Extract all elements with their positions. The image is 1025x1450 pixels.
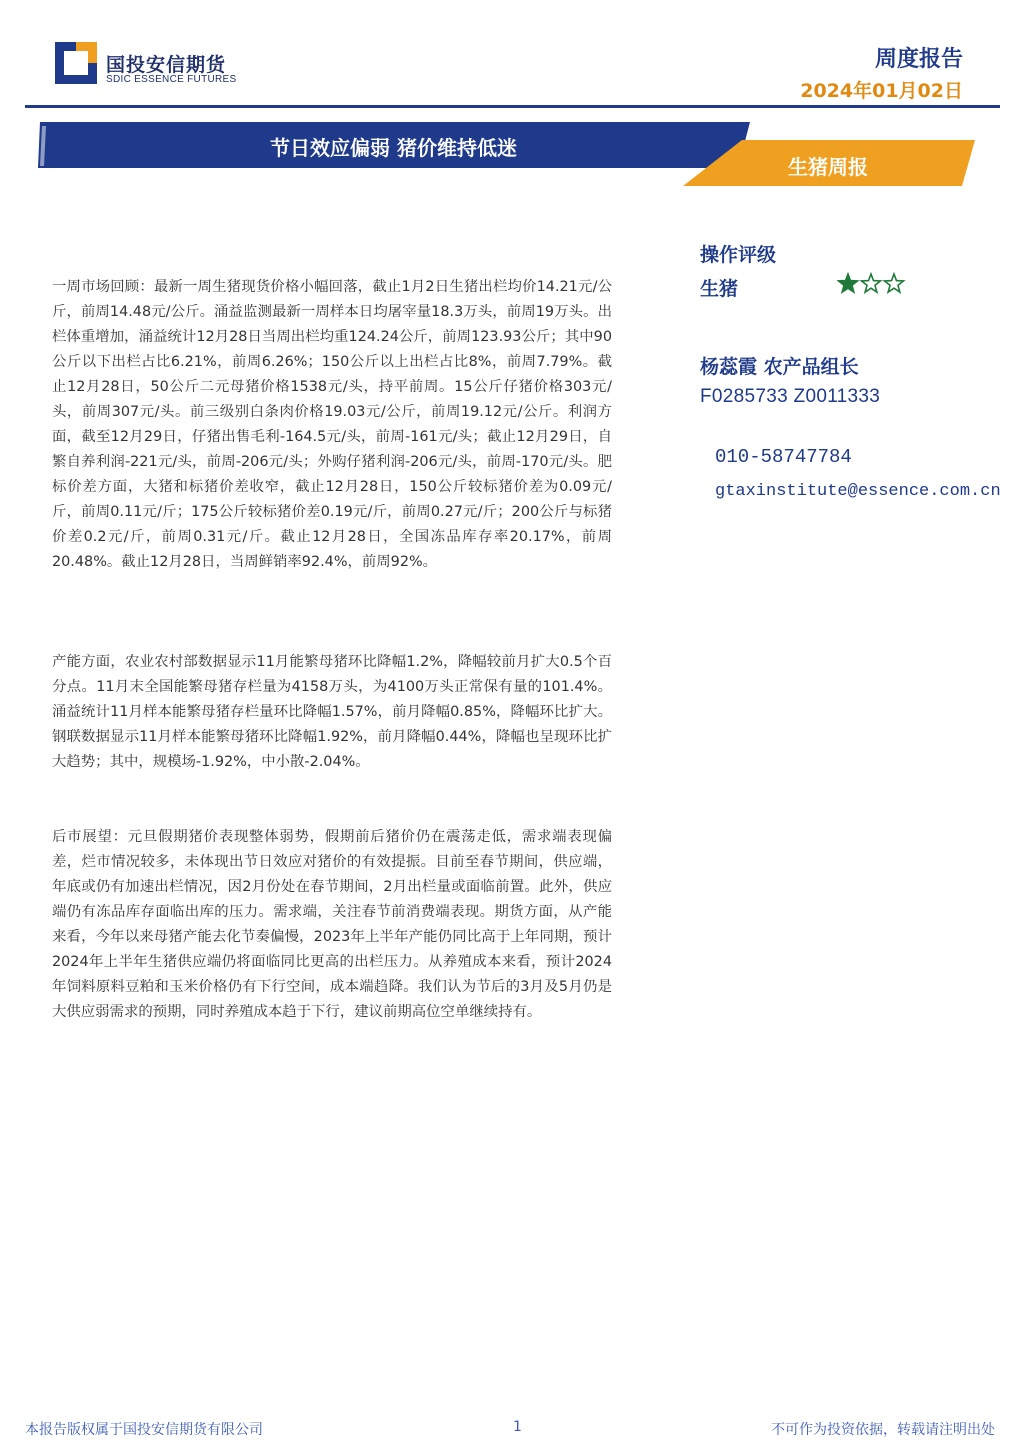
analyst-name: 杨蕊霞 农产品组长 (700, 356, 859, 378)
contact-email[interactable]: gtaxinstitute@essence.com.cn (715, 482, 1001, 501)
copyright-notice: 本报告版权属于国投安信期货有限公司 (25, 1422, 263, 1438)
rating-stars (837, 270, 907, 296)
contact-phone: 010-58747784 (715, 446, 852, 468)
analyst-license: F0285733 Z0011333 (700, 386, 881, 407)
rating-heading: 操作评级 (700, 244, 777, 266)
market-review-paragraph: 一周市场回顾：最新一周生猪现货价格小幅回落，截止1月2日生猪出栏均价14.21元/公斤，前周14.48元/公斤。涌益监测最新一周样本日均屠宰量18.3万头，前周19万头。出栏体重增加，涌益统计12月28日当周出栏均重124.24公斤，前周123.93公斤；其中90公斤以下出栏占比6.21%，前周6.26%；150公斤以上出栏占比8%，前周7.79%。截止12月28日，50公斤二元母猪价格1538元/头，持平前周。15公斤仔猪价格303元/头，前周307元/头。前三级别白条肉价格19.03元/公斤，前周19.12元/公斤。利润方面，截至12月29日，仔猪出售毛利-164.5元/头，前周-161元/头；截止12月29日，自繁自养利润-221元/头，前周-206元/头；外购仔猪利润-206元/头，前周-170元/头。肥标价差方面，大猪和标猪价差收窄，截止12月28日，150公斤较标猪价差为0.09元/斤，前周0.11元/斤；175公斤较标猪价差0.19元/斤，前周0.27元/斤；200公斤与标猪价差0.2元/斤，前周0.31元/斤。截止12月28日，全国冻品库存率20.17%，前周20.48%。截止12月28日，当周鲜销率92.4%，前周92%。 (52, 279, 612, 570)
rating-commodity: 生猪 (700, 278, 739, 300)
brand-logo-icon (55, 42, 97, 84)
report-category-tag: 生猪周报 (788, 155, 868, 179)
header-divider (25, 105, 1000, 108)
outlook-paragraph: 后市展望：元旦假期猪价表现整体弱势，假期前后猪价仍在震荡走低，需求端表现偏差，烂市情况较多，未体现出节日效应对猪价的有效提振。目前至春节期间，供应端，年底或仍有加速出栏情况，因2月份处在春节期间，2月出栏量或面临前置。此外，供应端仍有冻品库存面临出库的压力。需求端，关注春节前消费端表现。期货方面，从产能来看，今年以来母猪产能去化节奏偏慢，2023年上半年产能仍同比高于上年同期，预计2024年上半年生猪供应端仍将面临同比更高的出栏压力。从养殖成本来看，预计2024年饲料原料豆粕和玉米价格仍有下行空间，成本端趋降。我们认为节后的3月及5月仍是大供应弱需求的预期，同时养殖成本趋于下行，建议前期高位空单继续持有。 (52, 829, 612, 1020)
brand-name-cn: 国投安信期货 (106, 54, 227, 76)
brand-name-en: SDIC ESSENCE FUTURES (106, 74, 237, 85)
report-date: 2024年01月02日 (800, 80, 963, 102)
star-empty-icon (884, 274, 903, 292)
disclaimer-notice: 不可作为投资依据，转载请注明出处 (771, 1422, 995, 1438)
star-filled-icon (838, 274, 857, 292)
page-number: 1 (513, 1419, 522, 1435)
report-title: 节日效应偏弱 猪价维持低迷 (270, 136, 517, 160)
capacity-paragraph: 产能方面，农业农村部数据显示11月能繁母猪环比降幅1.2%，降幅较前月扩大0.5个百分点。11月末全国能繁母猪存栏量为4158万头，为4100万头正常保有量的101.4%。涌益统计11月样本能繁母猪存栏量环比降幅1.57%，前月降幅0.85%，降幅环比扩大。钢联数据显示11月样本能繁母猪环比降幅1.92%，前月降幅0.44%，降幅也呈现环比扩大趋势；其中，规模场-1.92%，中小散-2.04%。 (52, 654, 612, 770)
report-type: 周度报告 (874, 47, 963, 72)
star-empty-icon (861, 274, 880, 292)
